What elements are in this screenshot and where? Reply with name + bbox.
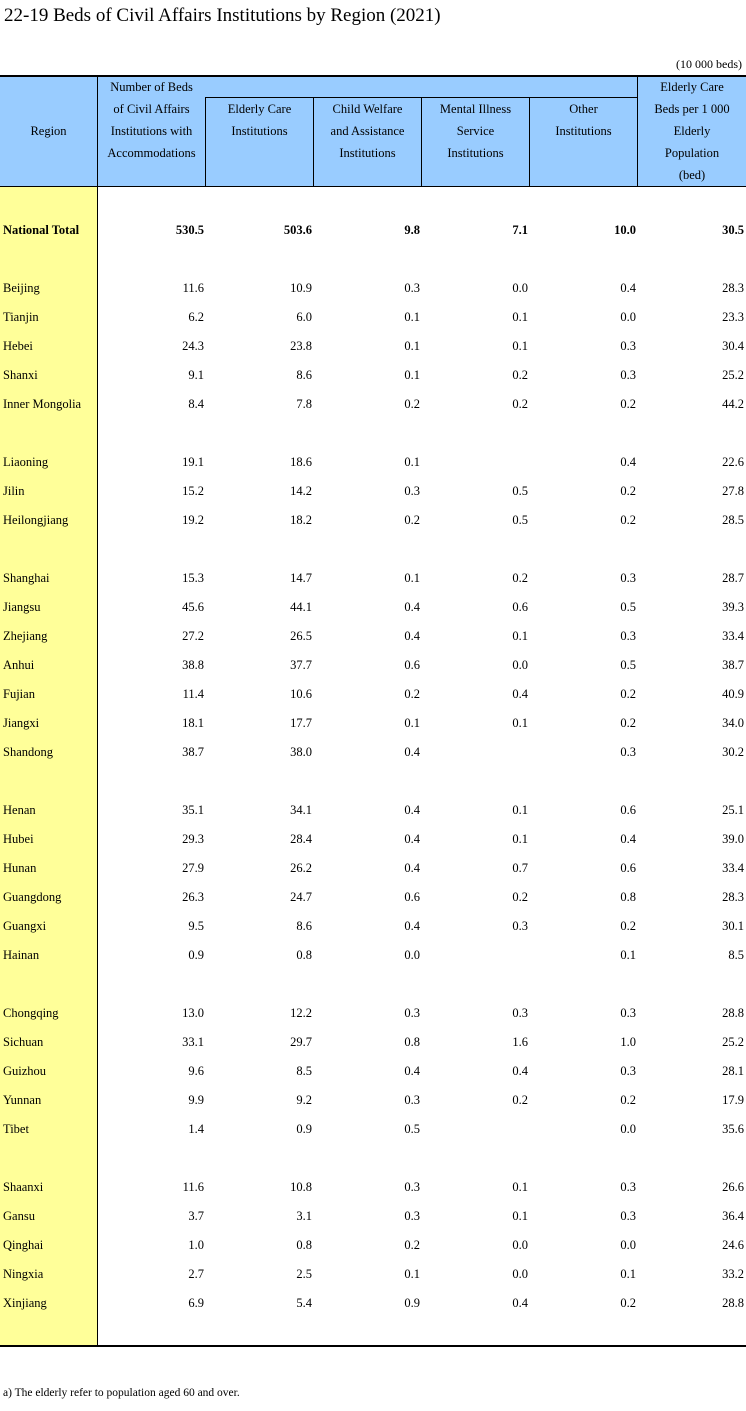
value-cell: 38.0: [290, 745, 312, 759]
value-cell: 0.2: [620, 716, 636, 730]
value-cell: 24.7: [290, 890, 312, 904]
value-cell: 0.4: [620, 832, 636, 846]
table-row: [0, 829, 746, 849]
region-cell: Qinghai: [3, 1238, 44, 1252]
value-cell: 7.1: [512, 223, 528, 237]
region-cell: National Total: [3, 223, 80, 237]
region-cell: Jiangxi: [3, 716, 40, 730]
value-cell: 0.2: [512, 571, 528, 585]
header-other-line: Other: [569, 102, 598, 116]
value-cell: 33.4: [722, 629, 744, 643]
region-cell: Tibet: [3, 1122, 29, 1136]
value-cell: 6.2: [188, 310, 204, 324]
national-total-row: [0, 220, 746, 240]
region-column-divider: [97, 187, 98, 1345]
header-per1000: [638, 76, 746, 186]
value-cell: 0.1: [512, 1209, 528, 1223]
value-cell: 0.1: [512, 310, 528, 324]
value-cell: 33.4: [722, 861, 744, 875]
value-cell: 0.3: [620, 1180, 636, 1194]
value-cell: 0.3: [404, 484, 420, 498]
value-cell: 38.7: [182, 745, 204, 759]
value-cell: 0.5: [512, 513, 528, 527]
value-cell: 0.1: [512, 832, 528, 846]
value-cell: 38.7: [722, 658, 744, 672]
region-cell: Fujian: [3, 687, 35, 701]
region-cell: Shanxi: [3, 368, 38, 382]
value-cell: 0.2: [512, 1093, 528, 1107]
table-row: [0, 1061, 746, 1081]
region-cell: Guangxi: [3, 919, 47, 933]
header-mental: [422, 98, 529, 164]
region-cell: Shanghai: [3, 571, 50, 585]
value-cell: 15.2: [182, 484, 204, 498]
value-cell: 30.4: [722, 339, 744, 353]
table-row: [0, 655, 746, 675]
region-cell: Ningxia: [3, 1267, 44, 1281]
header-child-line: Child Welfare: [332, 102, 403, 116]
value-cell: 0.2: [620, 484, 636, 498]
value-cell: 0.2: [404, 397, 420, 411]
value-cell: 25.1: [722, 803, 744, 817]
value-cell: 0.1: [404, 1267, 420, 1281]
header-child: [314, 98, 421, 164]
table-row: [0, 452, 746, 472]
value-cell: 28.3: [722, 890, 744, 904]
header-mental-line: Service: [456, 124, 495, 138]
value-cell: 44.1: [290, 600, 312, 614]
region-cell: Inner Mongolia: [3, 397, 82, 411]
value-cell: 10.0: [614, 223, 636, 237]
value-cell: 40.9: [722, 687, 744, 701]
table-row: [0, 800, 746, 820]
header-mental-line: Mental Illness: [439, 102, 512, 116]
value-cell: 0.0: [512, 281, 528, 295]
value-cell: 10.9: [290, 281, 312, 295]
header-region: Region: [30, 124, 67, 138]
value-cell: 26.5: [290, 629, 312, 643]
value-cell: 38.8: [182, 658, 204, 672]
value-cell: 29.7: [290, 1035, 312, 1049]
value-cell: 0.3: [620, 1064, 636, 1078]
value-cell: 0.3: [620, 339, 636, 353]
value-cell: 18.1: [182, 716, 204, 730]
value-cell: 0.1: [404, 571, 420, 585]
value-cell: 0.3: [404, 1180, 420, 1194]
value-cell: 18.2: [290, 513, 312, 527]
value-cell: 0.5: [620, 658, 636, 672]
value-cell: 10.8: [290, 1180, 312, 1194]
region-cell: Gansu: [3, 1209, 35, 1223]
value-cell: 0.2: [404, 513, 420, 527]
value-cell: 0.6: [620, 861, 636, 875]
value-cell: 39.3: [722, 600, 744, 614]
header-elderly: [206, 98, 313, 142]
region-cell: Zhejiang: [3, 629, 48, 643]
value-cell: 0.0: [512, 1267, 528, 1281]
value-cell: 3.7: [188, 1209, 204, 1223]
value-cell: 0.2: [512, 368, 528, 382]
table-row: [0, 1177, 746, 1197]
value-cell: 0.3: [404, 1209, 420, 1223]
value-cell: 15.3: [182, 571, 204, 585]
value-cell: 0.1: [512, 339, 528, 353]
value-cell: 28.8: [722, 1296, 744, 1310]
value-cell: 0.1: [620, 948, 636, 962]
region-cell: Xinjiang: [3, 1296, 47, 1310]
region-cell: Hebei: [3, 339, 33, 353]
header-child-line: Institutions: [339, 146, 396, 160]
value-cell: 45.6: [182, 600, 204, 614]
table-row: [0, 1264, 746, 1284]
value-cell: 0.9: [296, 1122, 312, 1136]
value-cell: 0.1: [512, 1180, 528, 1194]
footnote: a) The elderly refer to population aged 60 and over.: [3, 1387, 240, 1399]
table-row: [0, 365, 746, 385]
value-cell: 26.3: [182, 890, 204, 904]
value-cell: 0.3: [404, 281, 420, 295]
value-cell: 36.4: [722, 1209, 744, 1223]
value-cell: 0.3: [512, 1006, 528, 1020]
value-cell: 0.4: [404, 745, 420, 759]
value-cell: 30.2: [722, 745, 744, 759]
region-cell: Hubei: [3, 832, 34, 846]
header-mental-line: Institutions: [447, 146, 504, 160]
value-cell: 0.8: [620, 890, 636, 904]
value-cell: 0.1: [404, 455, 420, 469]
value-cell: 0.9: [404, 1296, 420, 1310]
value-cell: 8.6: [296, 368, 312, 382]
header-elderly-line: Elderly Care: [227, 102, 292, 116]
value-cell: 5.4: [296, 1296, 312, 1310]
value-cell: 0.3: [620, 1209, 636, 1223]
region-cell: Jiangsu: [3, 600, 41, 614]
value-cell: 9.9: [188, 1093, 204, 1107]
value-cell: 0.2: [404, 687, 420, 701]
table-row: [0, 1090, 746, 1110]
value-cell: 0.1: [512, 629, 528, 643]
header-other-line: Institutions: [555, 124, 612, 138]
value-cell: 0.3: [404, 1006, 420, 1020]
value-cell: 0.1: [620, 1267, 636, 1281]
value-cell: 0.0: [512, 658, 528, 672]
value-cell: 0.1: [404, 368, 420, 382]
value-cell: 17.9: [722, 1093, 744, 1107]
value-cell: 39.0: [722, 832, 744, 846]
table-row: [0, 510, 746, 530]
value-cell: 0.1: [404, 310, 420, 324]
header-total: [98, 76, 205, 164]
region-cell: Jilin: [3, 484, 25, 498]
region-cell: Liaoning: [3, 455, 49, 469]
table-row: [0, 1003, 746, 1023]
table-row: [0, 887, 746, 907]
value-cell: 34.0: [722, 716, 744, 730]
region-cell: Yunnan: [3, 1093, 42, 1107]
value-cell: 28.7: [722, 571, 744, 585]
value-cell: 0.4: [620, 281, 636, 295]
table-row: [0, 858, 746, 878]
value-cell: 11.6: [182, 1180, 204, 1194]
table-row: [0, 713, 746, 733]
value-cell: 0.6: [512, 600, 528, 614]
header-other: [530, 98, 637, 142]
value-cell: 0.4: [404, 1064, 420, 1078]
value-cell: 14.7: [290, 571, 312, 585]
value-cell: 0.4: [512, 1296, 528, 1310]
value-cell: 25.2: [722, 1035, 744, 1049]
value-cell: 24.6: [722, 1238, 744, 1252]
value-cell: 10.6: [290, 687, 312, 701]
header-total-line: of Civil Affairs: [113, 102, 190, 116]
value-cell: 0.2: [512, 890, 528, 904]
table-row: [0, 1032, 746, 1052]
table-row: [0, 1235, 746, 1255]
value-cell: 530.5: [175, 223, 204, 237]
value-cell: 18.6: [290, 455, 312, 469]
table-row: [0, 307, 746, 327]
value-cell: 0.0: [620, 1238, 636, 1252]
region-cell: Sichuan: [3, 1035, 44, 1049]
value-cell: 19.1: [182, 455, 204, 469]
value-cell: 0.9: [188, 948, 204, 962]
value-cell: 0.4: [404, 803, 420, 817]
value-cell: 0.8: [296, 948, 312, 962]
table-row: [0, 742, 746, 762]
table-row: [0, 278, 746, 298]
region-cell: Hunan: [3, 861, 37, 875]
value-cell: 0.3: [620, 1006, 636, 1020]
value-cell: 22.6: [722, 455, 744, 469]
value-cell: 8.4: [188, 397, 204, 411]
header-child-line: and Assistance: [330, 124, 405, 138]
value-cell: 0.4: [404, 919, 420, 933]
value-cell: 0.7: [512, 861, 528, 875]
value-cell: 23.3: [722, 310, 744, 324]
value-cell: 9.5: [188, 919, 204, 933]
value-cell: 1.0: [188, 1238, 204, 1252]
value-cell: 1.4: [188, 1122, 204, 1136]
value-cell: 6.9: [188, 1296, 204, 1310]
value-cell: 19.2: [182, 513, 204, 527]
value-cell: 27.2: [182, 629, 204, 643]
value-cell: 0.2: [620, 1093, 636, 1107]
value-cell: 6.0: [296, 310, 312, 324]
header-per1000-line: Population: [664, 146, 720, 160]
value-cell: 28.3: [722, 281, 744, 295]
value-cell: 30.5: [722, 223, 744, 237]
value-cell: 29.3: [182, 832, 204, 846]
value-cell: 37.7: [290, 658, 312, 672]
value-cell: 35.1: [182, 803, 204, 817]
value-cell: 23.8: [290, 339, 312, 353]
header-total-line: Accommodations: [107, 146, 196, 160]
value-cell: 17.7: [290, 716, 312, 730]
header-per1000-line: Elderly: [673, 124, 711, 138]
table-row: [0, 1119, 746, 1139]
table-row: [0, 684, 746, 704]
value-cell: 7.8: [296, 397, 312, 411]
value-cell: 28.8: [722, 1006, 744, 1020]
value-cell: 14.2: [290, 484, 312, 498]
value-cell: 0.3: [404, 1093, 420, 1107]
region-cell: Beijing: [3, 281, 40, 295]
region-cell: Tianjin: [3, 310, 39, 324]
value-cell: 27.8: [722, 484, 744, 498]
value-cell: 9.6: [188, 1064, 204, 1078]
header-total-line: Institutions with: [110, 124, 193, 138]
region-cell: Heilongjiang: [3, 513, 69, 527]
value-cell: 0.0: [404, 948, 420, 962]
table-title: 22-19 Beds of Civil Affairs Institutions by Region (2021): [4, 5, 441, 26]
value-cell: 0.2: [404, 1238, 420, 1252]
value-cell: 3.1: [296, 1209, 312, 1223]
value-cell: 9.2: [296, 1093, 312, 1107]
value-cell: 1.0: [620, 1035, 636, 1049]
value-cell: 0.5: [512, 484, 528, 498]
table-row: [0, 1206, 746, 1226]
value-cell: 2.5: [296, 1267, 312, 1281]
value-cell: 33.1: [182, 1035, 204, 1049]
region-cell: Chongqing: [3, 1006, 59, 1020]
value-cell: 9.1: [188, 368, 204, 382]
value-cell: 0.4: [512, 687, 528, 701]
value-cell: 25.2: [722, 368, 744, 382]
value-cell: 0.5: [404, 1122, 420, 1136]
header-per1000-line: Elderly Care: [660, 80, 724, 94]
table-row: [0, 394, 746, 414]
region-cell: Anhui: [3, 658, 35, 672]
header-bottom-rule: [0, 186, 746, 187]
value-cell: 0.4: [512, 1064, 528, 1078]
value-cell: 9.8: [404, 223, 420, 237]
value-cell: 28.4: [290, 832, 312, 846]
value-cell: 0.2: [620, 1296, 636, 1310]
value-cell: 0.3: [620, 368, 636, 382]
value-cell: 26.2: [290, 861, 312, 875]
table-bottom-rule: [0, 1345, 746, 1347]
value-cell: 0.1: [512, 803, 528, 817]
value-cell: 30.1: [722, 919, 744, 933]
value-cell: 33.2: [722, 1267, 744, 1281]
value-cell: 0.4: [404, 832, 420, 846]
value-cell: 0.4: [404, 629, 420, 643]
table-row: [0, 336, 746, 356]
value-cell: 11.4: [182, 687, 204, 701]
table-row: [0, 916, 746, 936]
region-cell: Hainan: [3, 948, 40, 962]
value-cell: 11.6: [182, 281, 204, 295]
value-cell: 8.5: [296, 1064, 312, 1078]
table-row: [0, 1293, 746, 1313]
value-cell: 0.3: [620, 629, 636, 643]
value-cell: 44.2: [722, 397, 744, 411]
value-cell: 8.5: [728, 948, 744, 962]
value-cell: 0.1: [512, 716, 528, 730]
value-cell: 0.1: [404, 716, 420, 730]
value-cell: 12.2: [290, 1006, 312, 1020]
value-cell: 34.1: [290, 803, 312, 817]
region-cell: Guizhou: [3, 1064, 47, 1078]
table-row: [0, 568, 746, 588]
value-cell: 0.3: [512, 919, 528, 933]
unit-label: (10 000 beds): [676, 57, 742, 71]
value-cell: 1.6: [512, 1035, 528, 1049]
table-row: [0, 481, 746, 501]
value-cell: 0.8: [296, 1238, 312, 1252]
table-row: [0, 626, 746, 646]
value-cell: 28.1: [722, 1064, 744, 1078]
region-cell: Shaanxi: [3, 1180, 44, 1194]
region-cell: Guangdong: [3, 890, 62, 904]
value-cell: 0.6: [404, 658, 420, 672]
value-cell: 0.4: [404, 861, 420, 875]
value-cell: 35.6: [722, 1122, 744, 1136]
table-row: [0, 945, 746, 965]
region-cell: Shandong: [3, 745, 53, 759]
region-column-background: [0, 187, 97, 1345]
header-per1000-line: Beds per 1 000: [654, 102, 730, 116]
value-cell: 0.4: [404, 600, 420, 614]
value-cell: 0.2: [620, 513, 636, 527]
value-cell: 0.8: [404, 1035, 420, 1049]
header-total-line: Number of Beds: [110, 80, 193, 94]
value-cell: 503.6: [283, 223, 312, 237]
region-cell: Henan: [3, 803, 36, 817]
value-cell: 0.6: [404, 890, 420, 904]
value-cell: 0.0: [620, 310, 636, 324]
value-cell: 0.0: [620, 1122, 636, 1136]
value-cell: 0.2: [620, 397, 636, 411]
value-cell: 2.7: [188, 1267, 204, 1281]
header-elderly-line: Institutions: [231, 124, 288, 138]
value-cell: 0.1: [404, 339, 420, 353]
value-cell: 0.0: [512, 1238, 528, 1252]
value-cell: 13.0: [182, 1006, 204, 1020]
value-cell: 28.5: [722, 513, 744, 527]
value-cell: 0.2: [620, 919, 636, 933]
value-cell: 0.3: [620, 571, 636, 585]
value-cell: 8.6: [296, 919, 312, 933]
header-per1000-line: (bed): [678, 168, 706, 182]
value-cell: 24.3: [182, 339, 204, 353]
value-cell: 0.2: [512, 397, 528, 411]
value-cell: 0.6: [620, 803, 636, 817]
value-cell: 0.5: [620, 600, 636, 614]
value-cell: 0.3: [620, 745, 636, 759]
value-cell: 0.2: [620, 687, 636, 701]
value-cell: 27.9: [182, 861, 204, 875]
value-cell: 0.4: [620, 455, 636, 469]
value-cell: 26.6: [722, 1180, 744, 1194]
table-row: [0, 597, 746, 617]
